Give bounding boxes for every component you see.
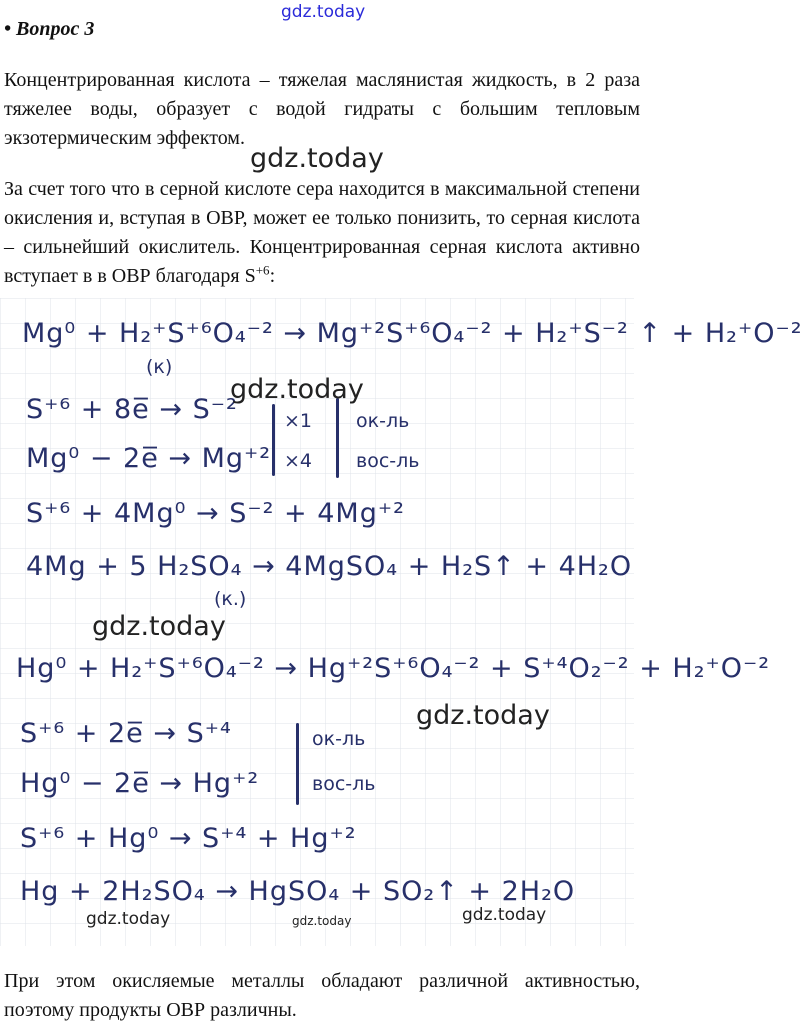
concentrated-note: (к.) — [214, 588, 247, 610]
balance-bar — [272, 404, 275, 476]
watermark-top: gdz.today — [281, 2, 366, 22]
paragraph-oxidizer-end: : — [269, 265, 276, 287]
coefficient-mg: ×4 — [284, 450, 313, 472]
coefficient-s: ×1 — [284, 410, 313, 432]
balance-bar — [336, 398, 339, 478]
equation-mg-h2so4: Mg⁰ + H₂⁺S⁺⁶O₄⁻² → Mg⁺²S⁺⁶O₄⁻² + H₂⁺S⁻² ↑ + H₂⁺O⁻² — [22, 318, 803, 349]
role-reducer: вос-ль — [356, 450, 420, 472]
watermark: gdz.today — [292, 914, 352, 928]
role-oxidizer: ок-ль — [356, 410, 410, 432]
watermark: gdz.today — [92, 611, 226, 642]
half-reaction-hg-oxidation: Hg⁰ − 2e̅ → Hg⁺² — [20, 768, 260, 799]
watermark: gdz.today — [416, 700, 550, 731]
paragraph-oxidizer-text: За счет того что в серной кислоте сера находится в максимальной степени окисления и, вступая в ОВР, может ее только понизить, то серная кислота – сильнейший окислитель. Концентрированная серная кислота активно вступает в в ОВР благодаря S — [4, 178, 640, 287]
oxidation-state-sup: +6 — [255, 262, 270, 278]
ionic-sum-hg: S⁺⁶ + Hg⁰ → S⁺⁴ + Hg⁺² — [20, 823, 357, 854]
paragraph-conclusion: При этом окисляемые металлы обладают различной активностью, поэтому продукты ОВР различны. — [4, 970, 640, 1021]
role-reducer: вос-ль — [312, 773, 376, 795]
paragraph-oxidizer — [4, 175, 640, 291]
paragraph-intro: Концентрированная кислота – тяжелая маслянистая жидкость, в 2 раза тяжелее воды, образует с водой гидраты с большим тепловым экзотермическим эффектом. — [4, 69, 640, 149]
ionic-sum-mg: S⁺⁶ + 4Mg⁰ → S⁻² + 4Mg⁺² — [26, 498, 405, 529]
half-reaction-mg-oxidation: Mg⁰ − 2e̅ → Mg⁺² — [26, 443, 272, 474]
balance-bar — [296, 723, 299, 805]
watermark: gdz.today — [462, 905, 547, 925]
watermark: gdz.today — [250, 143, 384, 174]
concentrated-note: (к) — [146, 356, 173, 378]
half-reaction-s-reduction-hg: S⁺⁶ + 2e̅ → S⁺⁴ — [20, 718, 232, 749]
question-title: • Вопрос 3 — [4, 18, 95, 40]
equation-hg-h2so4: Hg⁰ + H₂⁺S⁺⁶O₄⁻² → Hg⁺²S⁺⁶O₄⁻² + S⁺⁴O₂⁻² + H₂⁺O⁻² — [16, 653, 771, 684]
molecular-equation-mg: 4Mg + 5 H₂SO₄ → 4MgSO₄ + H₂S↑ + 4H₂O — [26, 551, 633, 582]
watermark: gdz.today — [86, 909, 171, 929]
watermark: gdz.today — [230, 374, 364, 405]
half-reaction-s-reduction: S⁺⁶ + 8e̅ → S⁻² — [26, 394, 238, 425]
role-oxidizer: ок-ль — [312, 728, 366, 750]
molecular-equation-hg: Hg + 2H₂SO₄ → HgSO₄ + SO₂↑ + 2H₂O — [20, 876, 576, 907]
